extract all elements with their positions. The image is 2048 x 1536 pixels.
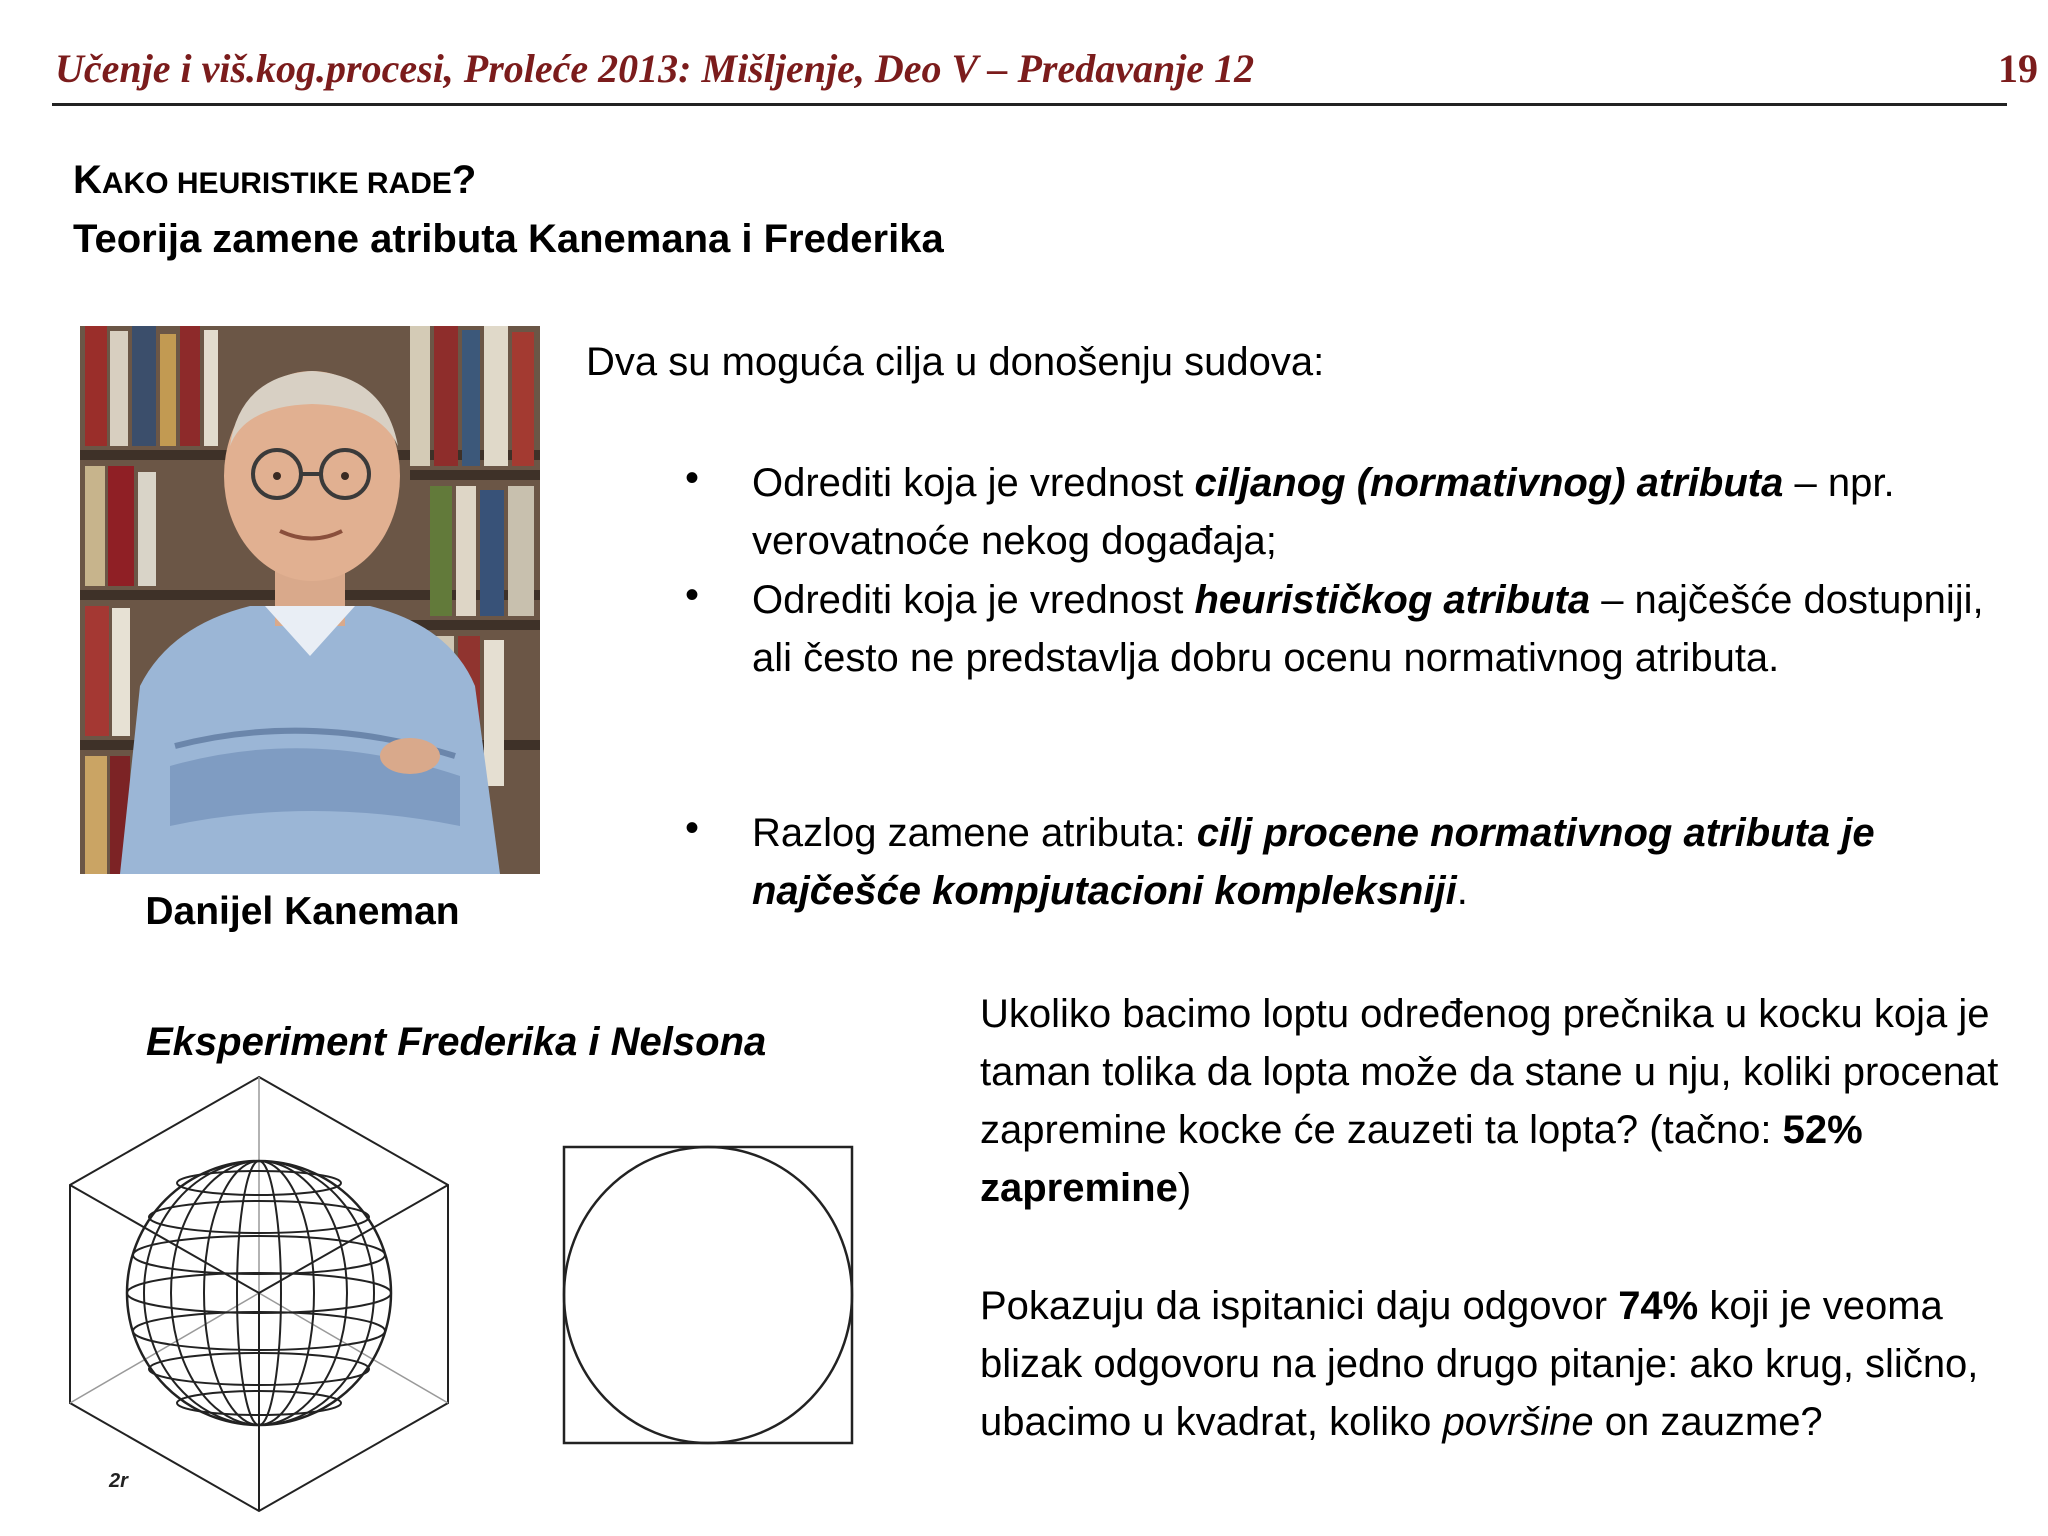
result-paragraph — [980, 1277, 2020, 1451]
result-pre: Pokazuju da ispitanici daju odgovor — [980, 1284, 1619, 1328]
question-text: Ukoliko bacimo loptu određenog prečnika u kocku koja je taman tolika da lopta može da stane u nju, koliki procenat zapremine kocke će zauzeti ta lopta? (tačno: — [980, 992, 1999, 1152]
header-rule — [52, 103, 2007, 106]
portrait-illustration — [80, 326, 540, 874]
heading-small-caps: AKO HEURISTIKE RADE — [101, 167, 452, 200]
question-close: ) — [1177, 1166, 1192, 1210]
bullet-text-pre: Odrediti koja je vrednost — [752, 578, 1195, 622]
portrait-photo — [80, 326, 540, 874]
bullet-text-emphasis: heurističkog atributa — [1194, 578, 1591, 622]
bullet-text-pre: Razlog zamene atributa: — [752, 811, 1197, 855]
portrait-caption: Danijel Kaneman — [145, 890, 460, 933]
bullet-item — [752, 571, 1992, 687]
bullet-text-post: – npr. verovatnoće nekog događaja; — [752, 461, 1895, 563]
question-paragraph — [980, 985, 2020, 1217]
result-mid: koji je veoma blizak odgovoru na jedno drugo pitanje: ako krug, slično, ubacimo u kvadrat, koliko — [980, 1284, 1979, 1444]
header-title: Učenje i viš.kog.procesi, Proleće 2013: Mišljenje, Deo V – Predavanje 12 — [55, 46, 1255, 91]
experiment-title: Eksperiment Frederika i Nelsona — [146, 1020, 767, 1064]
bullet-text-emphasis: ciljanog (normativnog) atributa — [1194, 461, 1784, 505]
result-emphasis: površine — [1442, 1400, 1594, 1444]
section-heading — [73, 158, 476, 203]
bullet-text-post: – najčešće dostupniji, ali često ne predstavlja dobru ocenu normativnog atributa. — [752, 578, 1984, 680]
question-answer: 52% zapremine — [980, 1108, 1863, 1210]
bullet-dot: • — [685, 456, 700, 500]
figure-label-2r: 2r — [109, 1470, 128, 1492]
bullet-dot: • — [685, 806, 700, 850]
bullet-text-emphasis: cilj procene normativnog atributa je najčešće kompjutacioni kompleksniji — [752, 811, 1875, 913]
sphere-in-cube-figure — [64, 1075, 454, 1515]
circle-in-square-figure — [562, 1145, 854, 1445]
bullet-item — [752, 454, 1992, 570]
result-value: 74% — [1618, 1284, 1699, 1328]
subheading: Teorija zamene atributa Kanemana i Frederika — [73, 217, 944, 261]
intro-text: Dva su moguća cilja u donošenju sudova: — [586, 340, 1325, 384]
result-post: on zauzme? — [1593, 1400, 1823, 1444]
heading-initial: K — [73, 158, 102, 202]
bullet-dot: • — [685, 573, 700, 617]
bullet-text-pre: Odrediti koja je vrednost — [752, 461, 1195, 505]
bullet-item — [752, 804, 1992, 920]
page-number: 19 — [1998, 46, 2038, 91]
bullet-text-post: . — [1456, 869, 1468, 913]
heading-question-mark: ? — [451, 158, 477, 202]
